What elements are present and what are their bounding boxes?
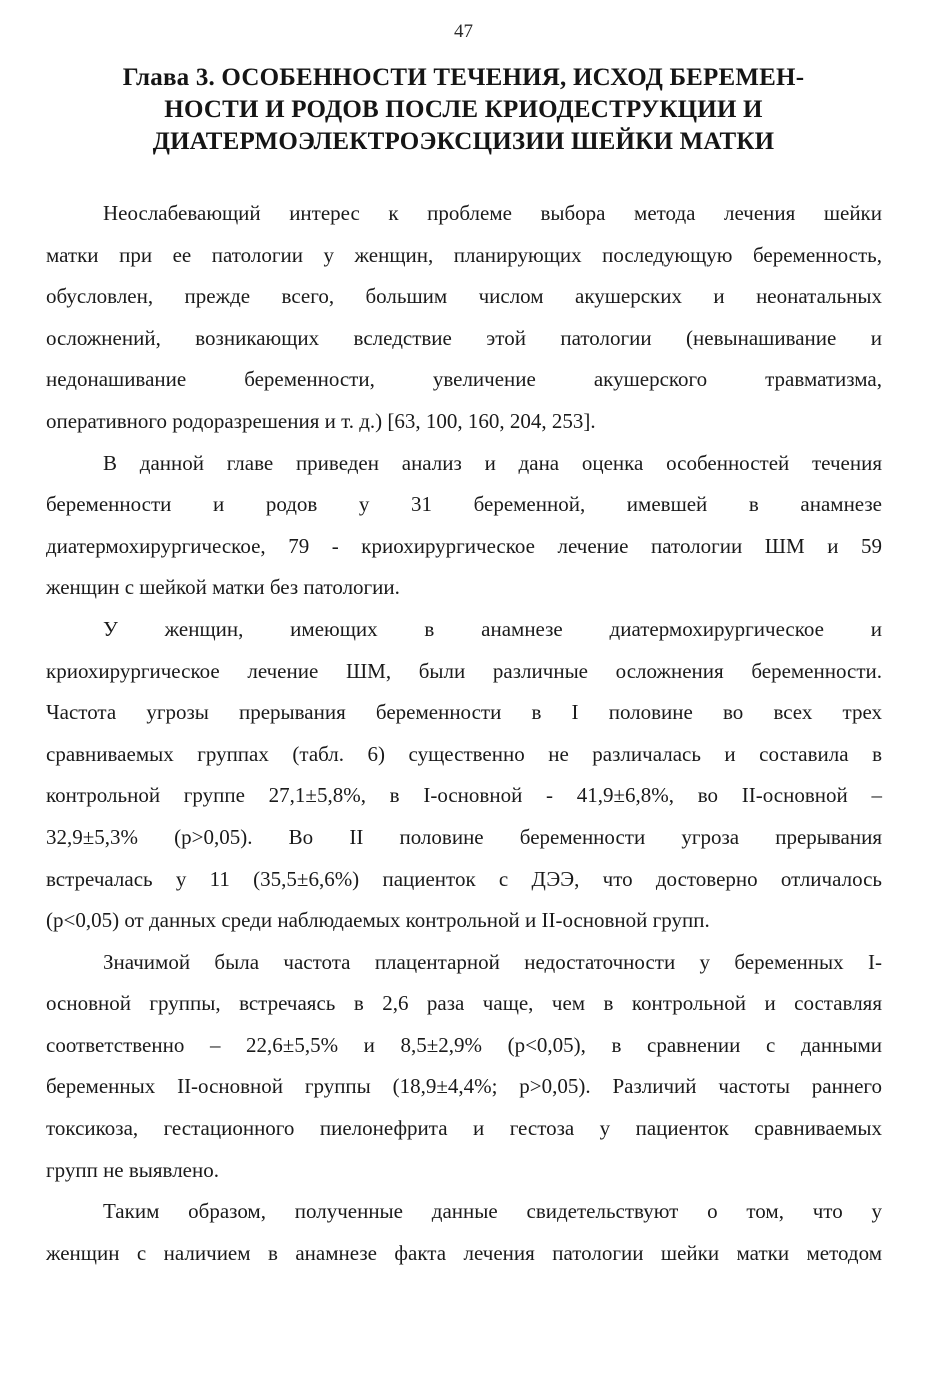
text-line: контрольной группе 27,1±5,8%, в I-основной - 41,9±6,8%, во II-основной – [46, 783, 882, 808]
text-line: матки при ее патологии у женщин, планирующих последующую беременность, [46, 242, 882, 267]
text-line: осложнений, возникающих вследствие этой патологии (невынашивание и [46, 325, 882, 350]
text-line: соответственно – 22,6±5,5% и 8,5±2,9% (p<0,05), в сравнении с данными [46, 1032, 882, 1057]
page-number: 47 [454, 21, 473, 42]
text-line: 32,9±5,3% (p>0,05). Во II половине беременности угроза прерывания [46, 824, 882, 849]
chapter-title-line: НОСТИ И РОДОВ ПОСЛЕ КРИОДЕСТРУКЦИИ И [164, 96, 763, 123]
chapter-title-line: ДИАТЕРМОЭЛЕКТРОЭКСЦИЗИИ ШЕЙКИ МАТКИ [152, 128, 775, 155]
paragraph [46, 942, 882, 1192]
text-line: основной группы, встречаясь в 2,6 раза чаще, чем в контрольной и составляя [46, 991, 882, 1016]
text-line: обусловлен, прежде всего, большим числом акушерских и неонатальных [46, 284, 882, 309]
chapter-title [50, 62, 877, 158]
text-line: сравниваемых группах (табл. 6) существенно не различалась и составила в [46, 741, 882, 766]
text-line: Неослабевающий интерес к проблеме выбора метода лечения шейки [103, 201, 882, 225]
text-line: Частота угрозы прерывания беременности в I половине во всех трех [46, 700, 882, 725]
text-line: (p<0,05) от данных среди наблюдаемых контрольной и II-основной групп. [46, 908, 710, 933]
text-line: криохирургическое лечение ШМ, были различные осложнения беременности. [46, 658, 882, 683]
text-line: Значимой была частота плацентарной недостаточности у беременных I- [103, 949, 882, 974]
text-line: беременности и родов у 31 беременной, имевшей в анамнезе [46, 492, 882, 517]
paragraph [46, 443, 882, 609]
text-line: беременных II-основной группы (18,9±4,4%; p>0,05). Различий частоты раннего [46, 1074, 882, 1099]
text-line: В данной главе приведен анализ и дана оценка особенностей течения [103, 450, 882, 475]
text-line: встречалась у 11 (35,5±6,6%) пациенток с ДЭЭ, что достоверно отличалось [46, 866, 882, 891]
text-line: женщин с наличием в анамнезе факта лечения патологии шейки матки методом [46, 1240, 882, 1265]
text-line: женщин с шейкой матки без патологии. [46, 575, 400, 600]
text-line: недонашивание беременности, увеличение акушерского травматизма, [46, 367, 882, 392]
chapter-title-line: Глава 3. ОСОБЕННОСТИ ТЕЧЕНИЯ, ИСХОД БЕРЕМЕН- [122, 64, 805, 91]
text-line: Таким образом, полученные данные свидетельствуют о том, что у [103, 1199, 882, 1224]
text-line: диатермохирургическое, 79 - криохирургическое лечение патологии ШМ и 59 [46, 533, 882, 558]
paragraph [46, 1191, 882, 1274]
body-text [46, 193, 882, 1274]
text-line: оперативного родоразрешения и т. д.) [63, 100, 160, 204, 253]. [46, 408, 596, 433]
text-line: У женщин, имеющих в анамнезе диатермохирургическое и [103, 616, 882, 641]
text-line: токсикоза, гестационного пиелонефрита и гестоза у пациенток сравниваемых [46, 1116, 882, 1141]
paragraph [46, 193, 882, 443]
text-line: групп не выявлено. [46, 1157, 219, 1182]
paragraph [46, 609, 882, 942]
